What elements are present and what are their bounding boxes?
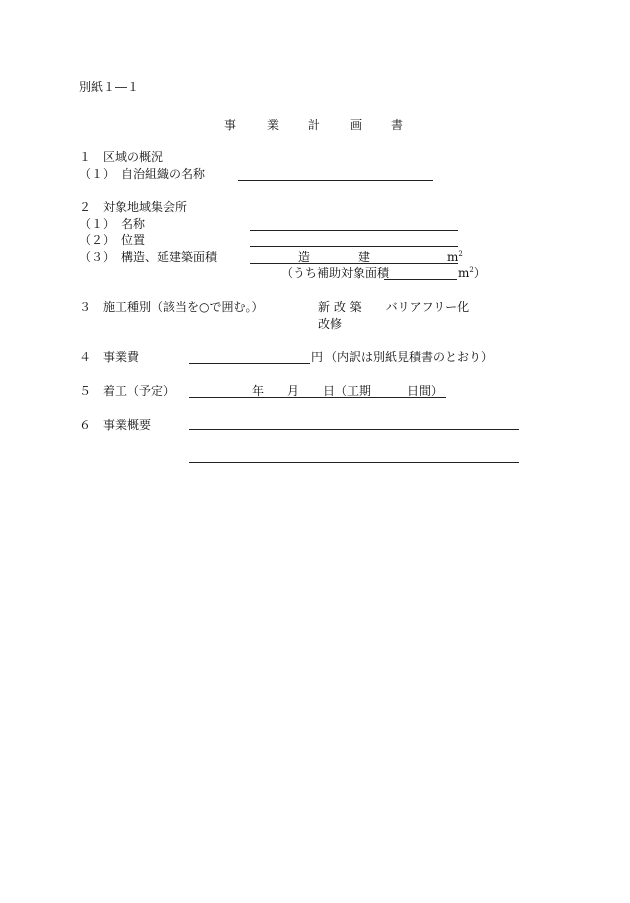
facility-name-line xyxy=(250,230,458,231)
structure-area-line xyxy=(250,263,458,264)
section1-item1-label: （１） 自治組織の名称 xyxy=(79,167,206,181)
title-char-4: 画 xyxy=(350,118,363,132)
section2-heading: ２ 対象地域集会所 xyxy=(79,200,188,214)
title-char-5: 書 xyxy=(391,118,404,132)
cost-yen: 円 xyxy=(311,350,324,364)
subsidy-area-unit: $m^2$） xyxy=(458,266,486,280)
structure-label: 造 xyxy=(298,250,311,264)
construction-type-options-row1: 新 改 築 バリアフリー化 xyxy=(318,300,470,314)
construction-type-options-row2: 改修 xyxy=(318,317,343,331)
building-label: 建 xyxy=(358,250,371,264)
start-year: 年 xyxy=(252,384,265,398)
cost-note: （内訳は別紙見積書のとおり） xyxy=(325,350,494,364)
section3-heading: ３ 施工種別（該当を○で囲む。） xyxy=(79,300,264,314)
org-name-line xyxy=(238,180,433,181)
summary-line-1 xyxy=(189,429,519,430)
section6-heading: ６ 事業概要 xyxy=(79,418,152,432)
cost-line xyxy=(189,363,310,364)
start-date-line xyxy=(189,397,446,398)
construction-days: 日間） xyxy=(407,384,444,398)
title-char-1: 事 xyxy=(224,118,237,132)
section5-heading: ５ 着工（予定） xyxy=(79,384,176,398)
start-month: 月 xyxy=(287,384,300,398)
start-day-period: 日（工期 xyxy=(323,384,372,398)
summary-line-2 xyxy=(189,462,519,463)
section2-item1-label: （１） 名称 xyxy=(79,217,146,231)
title-char-2: 業 xyxy=(267,118,280,132)
section1-heading: １ 区域の概況 xyxy=(79,150,164,164)
area-unit: $m^2$ xyxy=(447,250,463,264)
title-char-3: 計 xyxy=(308,118,321,132)
section2-item3-label: （３） 構造、延建築面積 xyxy=(79,250,218,264)
subsidy-area-open: （うち補助対象面積 xyxy=(281,266,390,280)
attachment-label: 別紙１―１ xyxy=(79,80,140,94)
section2-item2-label: （２） 位置 xyxy=(79,233,146,247)
location-line xyxy=(250,246,458,247)
section4-heading: ４ 事業費 xyxy=(79,350,140,364)
subsidy-area-line xyxy=(384,279,457,280)
